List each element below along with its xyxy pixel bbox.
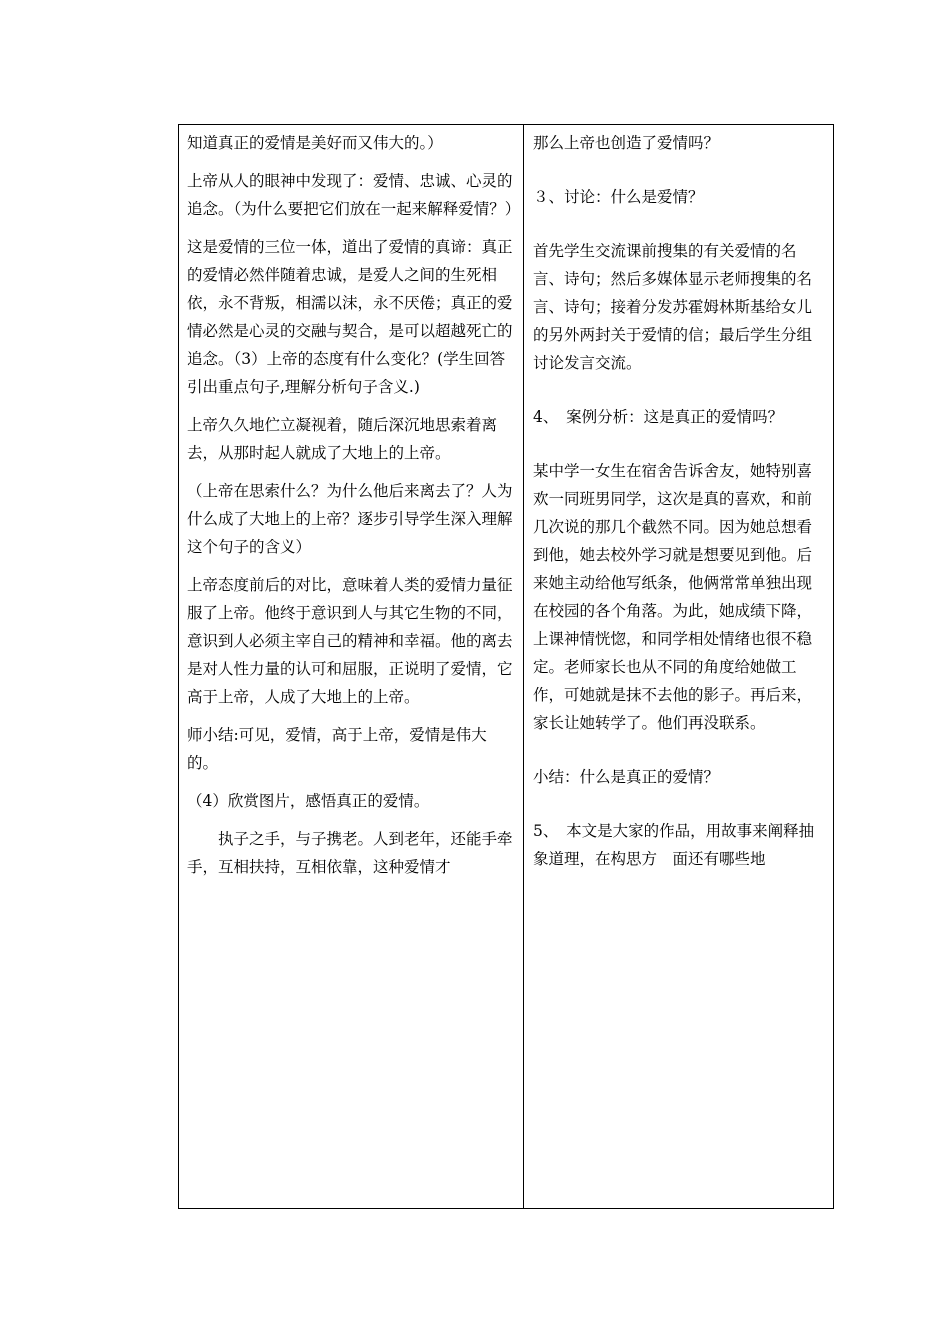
left-paragraph-9: 执子之手，与子携老。人到老年，还能手牵手，互相扶持，互相依靠，这种爱情才 (187, 830, 513, 876)
lesson-plan-table (178, 124, 834, 1209)
left-paragraph-5: （上帝在思索什么？为什么他后来离去了？人为什么成了大地上的上帝？逐步引导学生深入理解这个句子的含义） (187, 482, 513, 556)
left-paragraph-8: （4）欣赏图片，感悟真正的爱情。 (187, 792, 430, 810)
left-paragraph-4: 上帝久久地伫立凝视着，随后深沉地思索着离去，从那时起人就成了大地上的上帝。 (187, 416, 498, 462)
left-paragraph-1: 知道真正的爱情是美好而又伟大的。） (187, 134, 443, 152)
right-paragraph-4: 4、 案例分析：这是真正的爱情吗？ (533, 408, 784, 426)
left-paragraph-7: 师小结:可见，爱情，高于上帝，爱情是伟大的。 (187, 726, 487, 772)
left-paragraph-6: 上帝态度前后的对比，意味着人类的爱情力量征服了上帝。他终于意识到人与其它生物的不同，意识到人必须主宰自己的精神和幸福。他的离去是对人性力量的认可和屈服，正说明了爱情，它高于上帝，人成了大地上的上帝。 (187, 576, 513, 706)
right-column (524, 125, 833, 1208)
left-paragraph-2: 上帝从人的眼神中发现了：爱情、忠诚、心灵的追念。（为什么要把它们放在一起来解释爱情？） (187, 172, 521, 218)
right-paragraph-1: 那么上帝也创造了爱情吗？ (533, 134, 720, 152)
right-paragraph-7: 5、 本文是大家的作品，用故事来阐释抽象道理，在构思方 面还有哪些地 (533, 822, 815, 868)
right-paragraph-3: 首先学生交流课前搜集的有关爱情的名言、诗句；然后多媒体显示老师搜集的名言、诗句；接着分发苏霍姆林斯基给女儿的另外两封关于爱情的信；最后学生分组讨论发言交流。 (533, 242, 813, 372)
right-paragraph-6: 小结：什么是真正的爱情？ (533, 768, 720, 786)
left-column (179, 125, 524, 1208)
right-paragraph-2: ３、讨论：什么是爱情？ (533, 188, 704, 206)
right-paragraph-5: 某中学一女生在宿舍告诉舍友，她特别喜欢一同班男同学，这次是真的喜欢，和前几次说的那几个截然不同。因为她总想看到他，她去校外学习就是想要见到他。后来她主动给他写纸条，他俩常常单独出现在校园的各个角落。为此，她成绩下降，上课神情恍惚，和同学相处情绪也很不稳定。老师家长也从不同的角度给她做工作，可她就是抹不去他的影子。再后来，家长让她转学了。他们再没联系。 (533, 462, 813, 732)
left-paragraph-3: 这是爱情的三位一体，道出了爱情的真谛：真正的爱情必然伴随着忠诚，是爱人之间的生死相依，永不背叛，相濡以沫，永不厌倦；真正的爱情必然是心灵的交融与契合，是可以超越死亡的追念。（3）上帝的态度有什么变化？(学生回答引出重点句子,理解分析句子含义.) (187, 238, 513, 396)
